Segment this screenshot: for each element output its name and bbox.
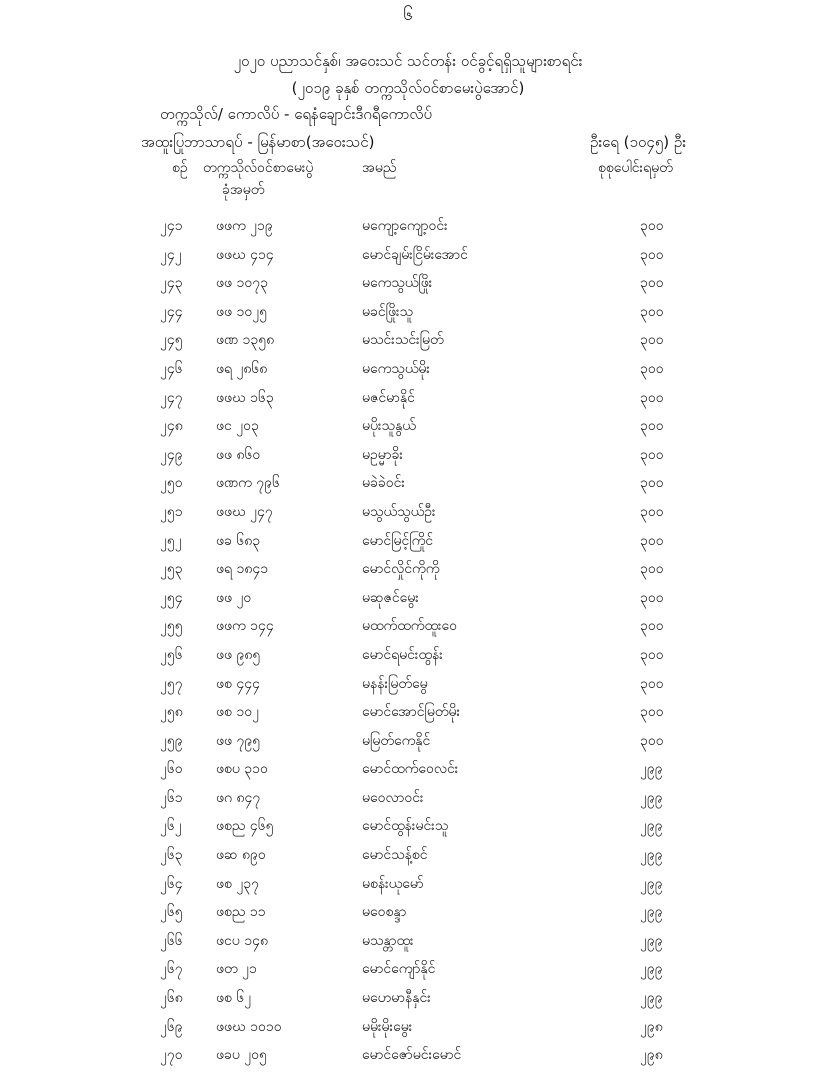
- student-name: မောင်အောင်မြတ်မိုး: [362, 704, 461, 721]
- total-marks: ၃၀၀: [640, 332, 664, 349]
- table-row: [0, 500, 816, 529]
- student-name: မသင်းသင်းမြတ်: [362, 332, 444, 349]
- document-subtitle: (၂၀၁၉ ခုနှစ် တက္ကသိုလ်ဝင်စာမေးပွဲအောင်): [291, 79, 525, 97]
- total-marks: ၃၀၀: [640, 561, 664, 578]
- roll-number: ဖရ ၂၈၆၈: [216, 360, 268, 377]
- total-marks: ၂၉၈: [640, 1047, 663, 1064]
- total-marks: ၃၀၀: [640, 360, 664, 377]
- student-name: မောင်လှိုင်ကိုကို: [362, 561, 440, 578]
- student-name: မောင်ထွန်းမင်းသူ: [362, 818, 449, 835]
- total-marks: ၃၀၀: [640, 675, 664, 692]
- total-marks: ၃၀၀: [640, 646, 664, 663]
- student-name: မမြတ်ကေနိုင်: [362, 732, 431, 749]
- row-number: ၂၅၂: [160, 532, 182, 549]
- total-marks: ၂၉၉: [640, 789, 663, 806]
- document-title: ၂၀၂၀ ပညာသင်နှစ်၊ အဝေးသင် သင်တန်း ဝင်ခွင့်ရရှိသူများစာရင်း: [233, 52, 583, 70]
- total-marks: ၂၉၉: [640, 990, 663, 1007]
- total-marks: ၂၉၉: [640, 875, 663, 892]
- table-row: [0, 471, 816, 500]
- row-number: ၂၆၀: [160, 761, 183, 778]
- roll-number: ဖဖ ၁၀၇၃: [216, 275, 268, 292]
- table-row: [0, 729, 816, 758]
- total-marks: ၂၉၈: [640, 1018, 663, 1035]
- total-marks: ၃၀၀: [640, 732, 664, 749]
- student-name: မဥမ္မာခိုး: [362, 446, 403, 463]
- row-number: ၂၄၃: [160, 275, 183, 292]
- roll-number: ဖဆ ၈၉၀: [216, 847, 266, 864]
- row-number: ၂၅၁: [160, 503, 183, 520]
- total-marks: ၃၀၀: [640, 589, 664, 606]
- total-marks: ၃၀၀: [640, 446, 664, 463]
- student-name: မခဲခဲဝင်း: [362, 475, 405, 492]
- roll-number: ဖစ ၄၄၄: [216, 675, 260, 692]
- total-marks: ၂၉၉: [640, 932, 663, 949]
- total-marks: ၃၀၀: [640, 475, 664, 492]
- row-number: ၂၆၄: [160, 875, 183, 892]
- student-name: မမိုးမိုးမွေး: [362, 1018, 413, 1035]
- row-number: ၂၄၄: [160, 303, 183, 320]
- table-row: [0, 557, 816, 586]
- total-marks: ၃၀၀: [640, 246, 664, 263]
- student-list: [0, 214, 816, 1072]
- student-name: မဟေမာနီနှင်း: [362, 990, 431, 1007]
- student-name: မောင်ထက်ဝေလင်း: [362, 761, 459, 778]
- roll-number: ဖခပ ၂၀၅: [216, 1047, 267, 1064]
- roll-number: ဖဏက ၇၉၆: [216, 475, 280, 492]
- total-count: ဦးရေ (၁၀၄၅) ဦး: [590, 133, 687, 151]
- row-number: ၂၆၃: [160, 847, 183, 864]
- column-header-no: စဉ်: [172, 160, 188, 176]
- student-name: မကျော့ကျော့ဝင်း: [362, 218, 448, 234]
- table-row: [0, 986, 816, 1015]
- table-row: [0, 300, 816, 329]
- table-row: [0, 1043, 816, 1072]
- table-row: [0, 614, 816, 643]
- total-marks: ၃၀၀: [640, 418, 664, 435]
- row-number: ၂၇၀: [160, 1047, 183, 1064]
- row-number: ၂၄၁: [160, 218, 183, 234]
- row-number: ၂၅၇: [160, 675, 183, 692]
- student-name: မခင်ဖြိုးသူ: [362, 303, 414, 320]
- roll-number: ဖဖ ၉၈၅: [216, 646, 261, 663]
- row-number: ၂၅၆: [160, 646, 183, 663]
- table-row: [0, 643, 816, 672]
- table-row: [0, 271, 816, 300]
- table-row: [0, 529, 816, 558]
- table-row: [0, 586, 816, 615]
- row-number: ၂၆၁: [160, 789, 183, 806]
- column-header-marks: စုစုပေါင်းရမှတ်: [598, 160, 673, 176]
- student-name: မဝေလာဝင်း: [362, 789, 424, 806]
- table-row: [0, 328, 816, 357]
- roll-number: ဖစပ ၃၁၀: [216, 761, 268, 778]
- table-row: [0, 357, 816, 386]
- table-row: [0, 900, 816, 929]
- row-number: ၂၄၇: [160, 389, 183, 406]
- roll-number: ဖတ ၂၁: [216, 961, 257, 978]
- student-name: မောင်ကျော်နိုင်: [362, 961, 436, 978]
- student-name: မပိုးသူနွယ်: [362, 418, 416, 435]
- row-number: ၂၅၄: [160, 589, 183, 606]
- roll-number: ဖဖဃ ၂၄၇: [216, 503, 273, 520]
- student-name: မောင်ရမင်းထွန်း: [362, 646, 443, 663]
- roll-number: ဖစ ၁၀၂: [216, 704, 259, 721]
- roll-number: ဖဂ ၈၄၇: [216, 789, 261, 806]
- roll-number: ဖစ ၆၂: [216, 990, 252, 1007]
- student-name: မောင်သန့်စင်: [362, 847, 428, 864]
- table-row: [0, 786, 816, 815]
- student-name: မစန်းယုမော်: [362, 875, 424, 892]
- row-number: ၂၆၂: [160, 818, 182, 835]
- student-name: မောင်ချမ်းငြိမ်းအောင်: [362, 246, 468, 263]
- student-name: မကေသွယ်ဖြိုး: [362, 275, 433, 292]
- total-marks: ၃၀၀: [640, 389, 664, 406]
- subject-line: အထူးပြုဘာသာရပ် - မြန်မာစာ(အဝေးသင်): [141, 133, 375, 151]
- total-marks: ၃၀၀: [640, 503, 664, 520]
- table-row: [0, 843, 816, 872]
- column-header-roll: တက္ကသိုလ်ဝင်စာမေးပွဲ: [203, 160, 314, 176]
- row-number: ၂၆၇: [160, 961, 183, 978]
- table-row: [0, 414, 816, 443]
- total-marks: ၃၀၀: [640, 618, 664, 635]
- table-row: [0, 1015, 816, 1044]
- student-name: မသန္တာထူး: [362, 932, 414, 949]
- roll-number: ဖဖ ၇၉၅: [216, 732, 261, 749]
- table-row: [0, 386, 816, 415]
- roll-number: ဖင ၂၀၃: [216, 418, 259, 435]
- roll-number: ဖဖ ၁၀၂၅: [216, 303, 267, 320]
- total-marks: ၃၀၀: [640, 218, 664, 234]
- roll-number: ဖစည ၄၆၅: [216, 818, 274, 835]
- university-line: တက္ကသိုလ်/ ကောလိပ် - ရေနံချောင်းဒီဂရီကောလိပ်: [160, 105, 433, 123]
- total-marks: ၂၉၉: [640, 961, 663, 978]
- student-name: မသွယ်သွယ်ဦး: [362, 503, 436, 520]
- roll-number: ဖဖ ၈၆၀: [216, 446, 261, 463]
- row-number: ၂၄၆: [160, 360, 183, 377]
- table-row: [0, 243, 816, 272]
- student-name: မဝေစန္ဒာ: [362, 904, 407, 921]
- student-name: မောင်မြင့်ကြိုင်: [362, 532, 434, 549]
- roll-number: ဖဏ ၁၃၅၈: [216, 332, 275, 349]
- table-row: [0, 957, 816, 986]
- roll-number: ဖရ ၁၈၄၁: [216, 561, 269, 578]
- row-number: ၂၆၈: [160, 990, 183, 1007]
- roll-number: ဖဖဃ ၄၁၄: [216, 246, 274, 263]
- row-number: ၂၆၆: [160, 932, 183, 949]
- student-name: မနန်းမြတ်မွေ: [362, 675, 428, 692]
- page-number: ၆: [403, 5, 413, 25]
- roll-number: ဖဖဃ ၁၀၁၀: [216, 1018, 282, 1035]
- row-number: ၂၄၈: [160, 418, 183, 435]
- total-marks: ၂၉၉: [640, 847, 663, 864]
- row-number: ၂၅၅: [160, 618, 183, 635]
- total-marks: ၂၉၉: [640, 761, 663, 778]
- row-number: ၂၅၈: [160, 704, 183, 721]
- total-marks: ၃၀၀: [640, 303, 664, 320]
- roll-number: ဖဖက ၂၁၉: [216, 218, 273, 234]
- student-name: မဆုဇင်မွေး: [362, 589, 419, 606]
- table-row: [0, 929, 816, 958]
- table-row: [0, 757, 816, 786]
- table-row: [0, 443, 816, 472]
- table-row: [0, 672, 816, 701]
- roll-number: ဖဖက ၁၄၄: [216, 618, 274, 635]
- row-number: ၂၆၅: [160, 904, 183, 921]
- total-marks: ၃၀၀: [640, 704, 664, 721]
- column-header-roll-line2: ခုံအမှတ်: [222, 182, 265, 198]
- row-number: ၂၆၉: [160, 1018, 183, 1035]
- roll-number: ဖဖဃ ၁၆၃: [216, 389, 274, 406]
- total-marks: ၃၀၀: [640, 532, 664, 549]
- total-marks: ၂၉၉: [640, 818, 663, 835]
- row-number: ၂၄၉: [160, 446, 183, 463]
- table-row: [0, 814, 816, 843]
- total-marks: ၃၀၀: [640, 275, 664, 292]
- student-name: မထက်ထက်ထူးဝေ: [362, 618, 458, 635]
- row-number: ၂၅၉: [160, 732, 183, 749]
- row-number: ၂၄၂: [160, 246, 182, 263]
- total-marks: ၂၉၉: [640, 904, 663, 921]
- roll-number: ဖစ ၂၃၇: [216, 875, 259, 892]
- roll-number: ဖဖ ၂၀: [216, 589, 252, 606]
- student-name: မဇင်မာနိုင်: [362, 389, 415, 406]
- roll-number: ဖခ ၆၈၃: [216, 532, 261, 549]
- row-number: ၂၄၅: [160, 332, 183, 349]
- row-number: ၂၅၀: [160, 475, 183, 492]
- table-row: [0, 214, 816, 243]
- column-header-name: အမည်: [362, 160, 397, 176]
- roll-number: ဖငပ ၁၄၈: [216, 932, 268, 949]
- roll-number: ဖစည ၁၁: [216, 904, 266, 921]
- table-row: [0, 700, 816, 729]
- student-name: မောင်ဇော်မင်းမောင်: [362, 1047, 462, 1064]
- row-number: ၂၅၃: [160, 561, 183, 578]
- student-name: မကေသွယ်မိုး: [362, 360, 430, 377]
- table-row: [0, 872, 816, 901]
